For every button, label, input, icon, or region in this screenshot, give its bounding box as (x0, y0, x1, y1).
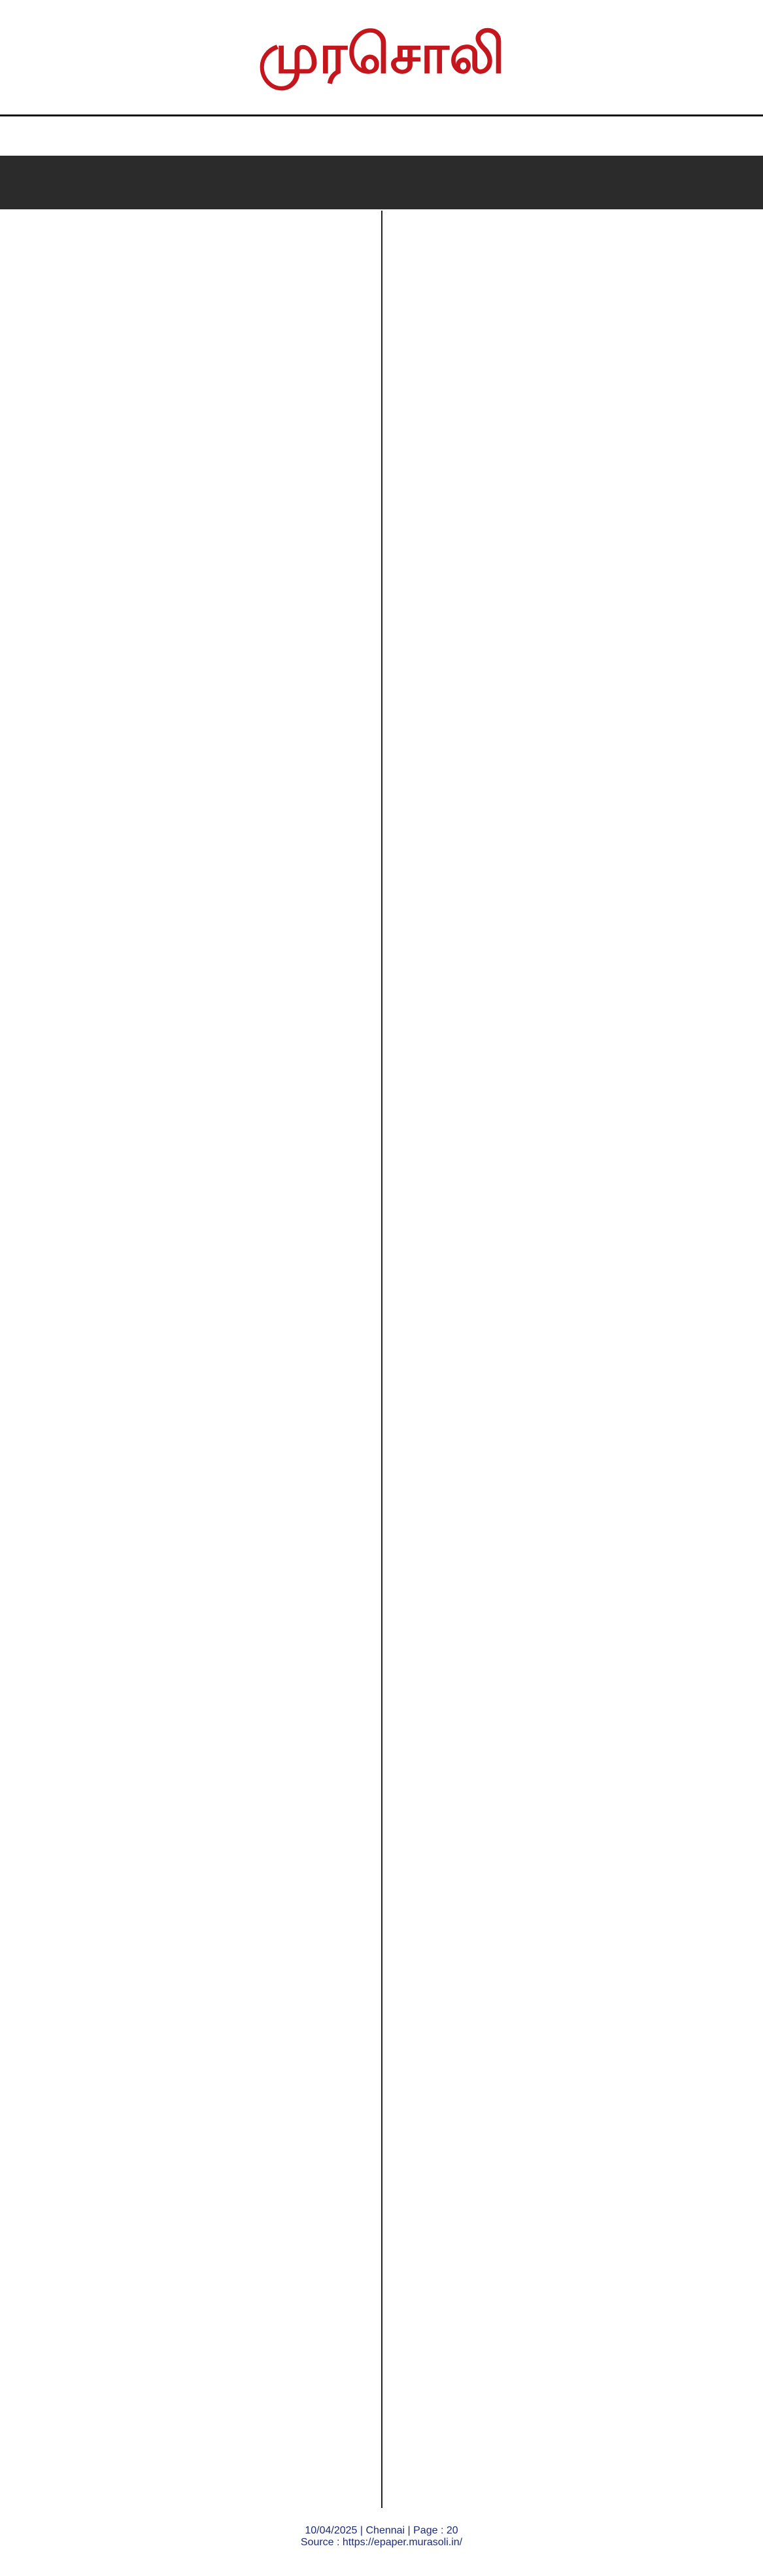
column-divider (381, 211, 382, 2508)
article-columns (21, 211, 742, 2508)
column-right (392, 211, 742, 2508)
footer-source-link[interactable]: Source : https://epaper.murasoli.in/ (300, 2537, 463, 2548)
section-band (0, 114, 763, 158)
column-left (21, 211, 371, 2508)
masthead-logo: முரசொலி (258, 21, 505, 86)
page-headline (0, 156, 763, 209)
footer-dateline: 10/04/2025 | Chennai | Page : 20 (305, 2525, 458, 2536)
page-footer (0, 2525, 763, 2549)
masthead (0, 0, 763, 114)
